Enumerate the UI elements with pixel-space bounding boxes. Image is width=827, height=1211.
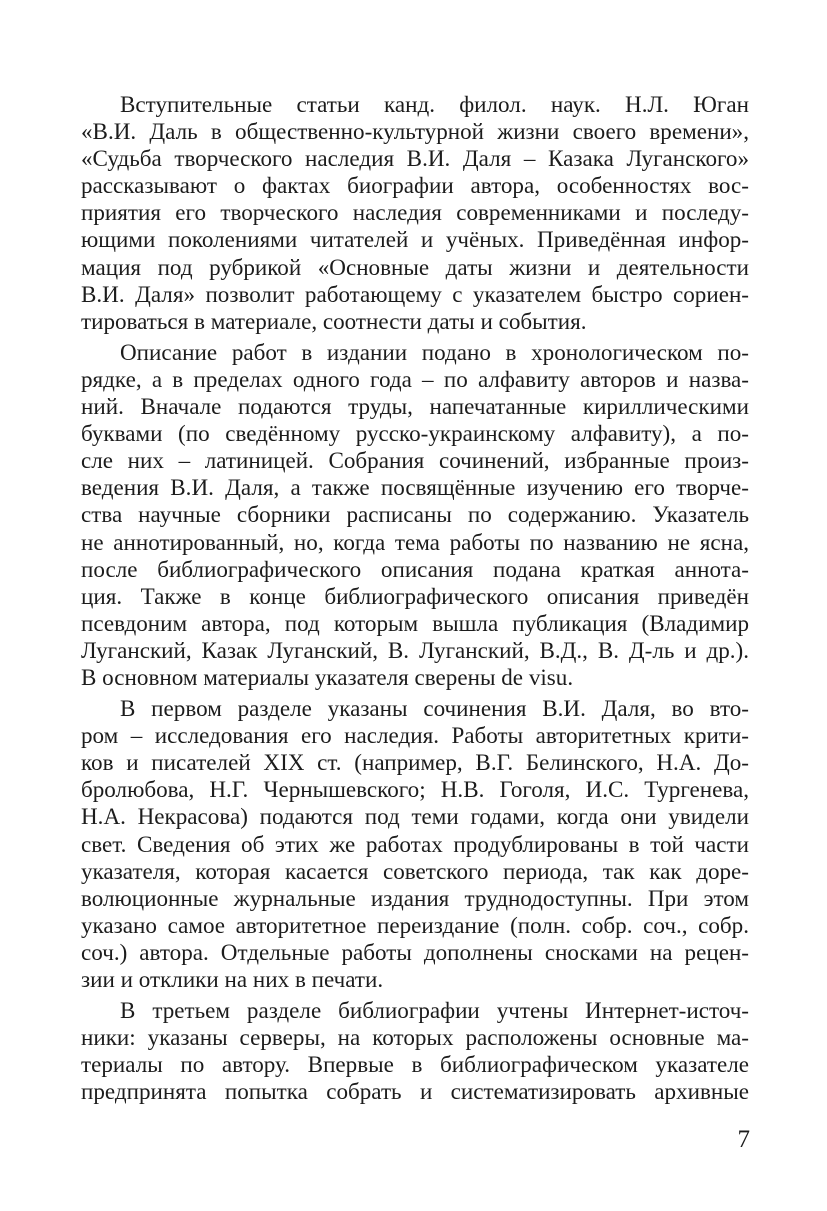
text-line: Описание работ в издании подано в хронологическом по- (120, 338, 749, 365)
text-line: ведения В.И. Даля, а также посвящённые изучению его творче- (81, 474, 749, 501)
text-line: волюционные журнальные издания труднодоступны. При этом (81, 884, 749, 911)
text-line: Луганский, Казак Луганский, В. Луганский, В.Д., В. Д-ль и др.). (81, 636, 749, 663)
text-line: В первом разделе указаны сочинения В.И. Даля, во вто- (120, 695, 749, 722)
text-line: ний. Вначале подаются труды, напечатанные кириллическими (81, 393, 749, 420)
text-line: ром – исследования его наследия. Работы авторитетных крити- (81, 722, 749, 749)
text-line: рядке, а в пределах одного года – по алфавиту авторов и назва- (81, 365, 749, 392)
text-line: предпринята попытка собрать и систематизировать архивные (81, 1078, 749, 1105)
text-line: ков и писателей XIX ст. (например, В.Г. Белинского, Н.А. До- (81, 749, 749, 776)
text-line: рассказывают о фактах биографии автора, особенностях вос- (81, 172, 749, 199)
page-body (81, 91, 749, 1105)
text-line: указано самое авторитетное переиздание (полн. собр. соч., собр. (81, 911, 749, 938)
text-line: ства научные сборники расписаны по содержанию. Указатель (81, 501, 749, 528)
text-line: «Судьба творческого наследия В.И. Даля – Казака Луганского» (81, 145, 749, 172)
text-line: В основном материалы указателя сверены de visu. (81, 663, 574, 690)
text-line: ники: указаны серверы, на которых расположены основные ма- (81, 1024, 749, 1051)
text-line: Вступительные статьи канд. филол. наук. Н.Л. Юган (120, 91, 749, 117)
text-line: тироваться в материале, соотнести даты и события. (81, 307, 587, 334)
page-number: 7 (737, 1126, 750, 1153)
text-line: териалы по автору. Впервые в библиографическом указателе (81, 1051, 749, 1078)
text-line: зии и отклики на них в печати. (81, 966, 384, 992)
text-line: бролюбова, Н.Г. Чернышевского; Н.В. Гоголя, И.С. Тургенева, (81, 776, 749, 803)
text-line: В третьем разделе библиографии учтены Интернет-источ- (120, 997, 749, 1024)
text-line: псевдоним автора, под которым вышла публикация (Владимир (81, 609, 749, 636)
text-line: мация под рубрикой «Основные даты жизни и деятельности (81, 253, 749, 280)
text-line: буквами (по сведённому русско-украинскому алфавиту), а по- (81, 420, 749, 447)
text-line: не аннотированный, но, когда тема работы по названию не ясна, (81, 528, 749, 555)
text-line: после библиографического описания подана краткая аннота- (81, 555, 749, 582)
text-line: указателя, которая касается советского периода, так как доре- (81, 857, 749, 884)
text-line: Н.А. Некрасова) подаются под теми годами, когда они увидели (81, 803, 749, 830)
paragraph (81, 695, 749, 993)
text-line: ющими поколениями читателей и учёных. Приведённая инфор- (81, 226, 749, 253)
text-line: приятия его творческого наследия современниками и последу- (81, 199, 749, 226)
text-line: «В.И. Даль в общественно-культурной жизни своего времени», (81, 118, 749, 145)
text-line: В.И. Даля» позволит работающему с указателем быстро сориен- (81, 280, 749, 307)
paragraph (81, 997, 749, 1105)
paragraph (81, 91, 749, 335)
paragraph (81, 339, 749, 691)
text-line: соч.) автора. Отдельные работы дополнены сносками на рецен- (81, 938, 749, 965)
text-line: свет. Сведения об этих же работах продублированы в той части (81, 830, 749, 857)
text-line: ция. Также в конце библиографического описания приведён (81, 582, 749, 609)
text-line: сле них – латиницей. Собрания сочинений, избранные произ- (81, 447, 749, 474)
